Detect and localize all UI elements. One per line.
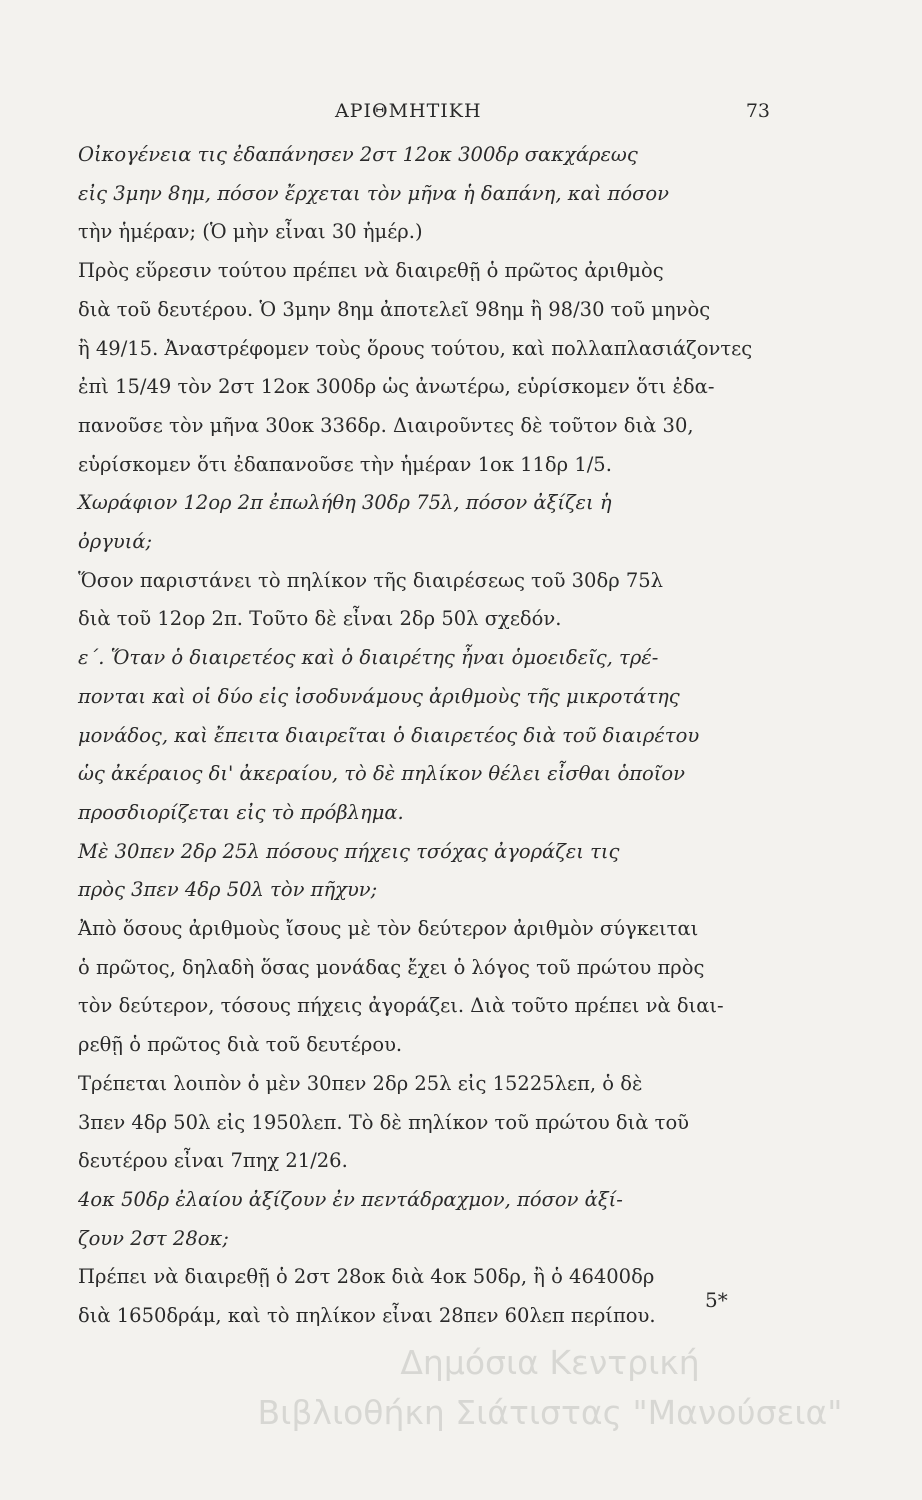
text-line: πονται καὶ οἱ δύο εἰς ἰσοδυνάμους ἀριθμοὺς τῆς μικροτάτης <box>78 684 680 708</box>
text-line: τὸν δεύτερον, τόσους πήχεις ἀγοράζει. Διὰ τοῦτο πρέπει νὰ διαι- <box>78 994 724 1018</box>
text-line: ε΄. Ὅταν ὁ διαιρετέος καὶ ὁ διαιρέτης ἦναι ὁμοειδεῖς, τρέ- <box>78 646 659 670</box>
text-line: ἢ 49/15. Ἀναστρέφομεν τοὺς ὅρους τούτου, καὶ πολλαπλασιάζοντες <box>78 336 753 360</box>
text-line: Οἰκογένεια τις ἐδαπάνησεν 2στ 12οκ 300δρ σακχάρεως <box>78 143 638 166</box>
library-watermark <box>200 1338 900 1438</box>
text-line: ὁ πρῶτος, δηλαδὴ ὅσας μονάδας ἔχει ὁ λόγος τοῦ πρώτου πρὸς <box>78 955 705 979</box>
text-line: διὰ 1650δράμ, καὶ τὸ πηλίκον εἶναι 28πεν 60λεπ περίπου. <box>78 1304 656 1327</box>
text-line: ὡς ἀκέραιος δι' ἀκεραίου, τὸ δὲ πηλίκον θέλει εἶσθαι ὁποῖον <box>78 762 686 786</box>
text-line: διὰ τοῦ δευτέρου. Ὁ 3μην 8ημ ἀποτελεῖ 98ημ ἢ 98/30 τοῦ μηνὸς <box>78 297 711 321</box>
text-line: ζουν 2στ 28οκ; <box>78 1226 229 1250</box>
page-header <box>240 100 770 130</box>
running-head: ΑΡΙΘΜΗΤΙΚΗ <box>335 100 482 122</box>
text-line: προσδιορίζεται εἰς τὸ πρόβλημα. <box>78 800 404 824</box>
text-line: Ἀπὸ ὅσους ἀριθμοὺς ἴσους μὲ τὸν δεύτερον ἀριθμὸν σύγκειται <box>78 917 699 940</box>
watermark-line-1: Δημόσια Κεντρική <box>400 1343 700 1382</box>
text-line: δευτέρου εἶναι 7πηχ 21/26. <box>78 1149 348 1173</box>
text-line: Χωράφιον 12ορ 2π ἐπωλήθη 30δρ 75λ, πόσον ἀξίζει ἡ <box>78 491 612 515</box>
text-line: 3πεν 4δρ 50λ εἰς 1950λεπ. Τὸ δὲ πηλίκον τοῦ πρώτου διὰ τοῦ <box>78 1110 690 1134</box>
text-line: διὰ τοῦ 12ορ 2π. Τοῦτο δὲ εἶναι 2δρ 50λ σχεδόν. <box>78 607 562 631</box>
page-number: 73 <box>745 100 770 122</box>
text-line: τὴν ἡμέραν; (Ὁ μὴν εἶναι 30 ἡμέρ.) <box>78 220 423 244</box>
text-line: ὀργυιά; <box>78 530 153 553</box>
signature-mark: 5* <box>705 1288 728 1312</box>
watermark-line-2: Βιβλιοθήκη Σιάτιστας "Μανούσεια" <box>257 1393 843 1432</box>
text-line: μονάδος, καὶ ἔπειτα διαιρεῖται ὁ διαιρετέος διὰ τοῦ διαιρέτου <box>78 723 700 747</box>
text-line: εὑρίσκομεν ὅτι ἐδαπανοῦσε τὴν ἡμέραν 1οκ 11δρ 1/5. <box>78 452 612 476</box>
text-line: ρεθῇ ὁ πρῶτος διὰ τοῦ δευτέρου. <box>78 1033 403 1057</box>
text-line: ἐπὶ 15/49 τὸν 2στ 12οκ 300δρ ὡς ἀνωτέρω, εὑρίσκομεν ὅτι ἐδα- <box>78 375 715 399</box>
text-line: Μὲ 30πεν 2δρ 25λ πόσους πήχεις τσόχας ἀγοράζει τις <box>78 839 620 863</box>
text-line: Πρὸς εὕρεσιν τούτου πρέπει νὰ διαιρεθῇ ὁ πρῶτος ἀριθμὸς <box>78 259 664 283</box>
text-line: εἰς 3μην 8ημ, πόσον ἔρχεται τὸν μῆνα ἡ δαπάνη, καὶ πόσον <box>78 181 669 205</box>
text-line: 4οκ 50δρ ἐλαίου ἀξίζουν ἐν πεντάδραχμον, πόσον ἀξί- <box>78 1187 623 1211</box>
text-line: πανοῦσε τὸν μῆνα 30οκ 336δρ. Διαιροῦντες δὲ τοῦτον διὰ 30, <box>78 413 694 437</box>
text-line: Ὅσον παριστάνει τὸ πηλίκον τῆς διαιρέσεως τοῦ 30δρ 75λ <box>78 568 664 592</box>
text-line: Πρέπει νὰ διαιρεθῇ ὁ 2στ 28οκ διὰ 4οκ 50δρ, ἢ ὁ 46400δρ <box>78 1265 655 1289</box>
text-line: Τρέπεται λοιπὸν ὁ μὲν 30πεν 2δρ 25λ εἰς 15225λεπ, ὁ δὲ <box>78 1071 643 1095</box>
text-line: πρὸς 3πεν 4δρ 50λ τὸν πῆχυν; <box>78 878 378 902</box>
